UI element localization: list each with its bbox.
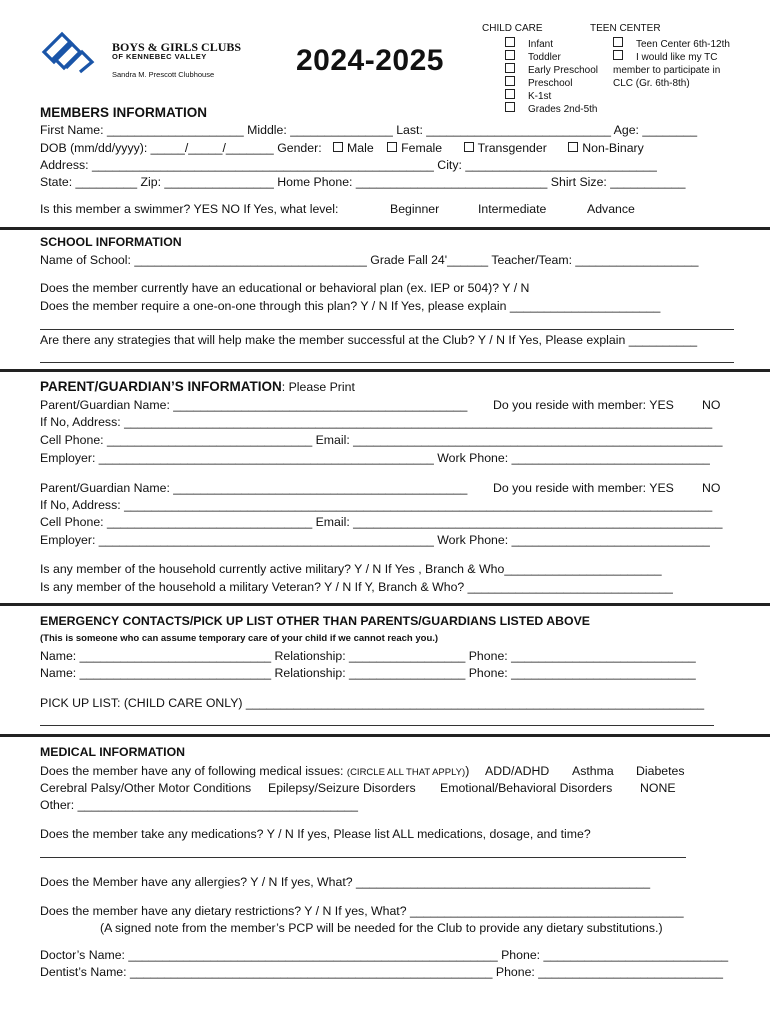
school-section-title: SCHOOL INFORMATION xyxy=(40,235,182,249)
parent1-cell-line[interactable]: Cell Phone: ______________________________ Email: ______________________________________________________ xyxy=(40,433,723,447)
veteran-question[interactable]: Is any member of the household a military Veteran? Y / N If Y, Branch & Who? ______________________________ xyxy=(40,580,673,594)
checkbox[interactable] xyxy=(505,76,515,86)
child-care-option-early-preschool[interactable]: Early Preschool xyxy=(505,63,598,76)
issue-none[interactable]: NONE xyxy=(640,781,676,795)
checkbox[interactable] xyxy=(333,142,343,152)
gender-non-binary[interactable]: Non-Binary xyxy=(568,141,644,155)
teen-center-title: TEEN CENTER xyxy=(590,23,661,34)
member-name-line[interactable]: First Name: ____________________ Middle: _______________ Last: ___________________________ Age: ________ xyxy=(40,123,698,137)
boys-girls-clubs-logo xyxy=(40,28,112,74)
parent1-name-line[interactable]: Parent/Guardian Name: ___________________________________________ xyxy=(40,398,468,412)
one-on-one-question[interactable]: Does the member require a one-on-one through this plan? Y / N If Yes, please explain ______________________ xyxy=(40,299,661,313)
member-dob-gender-line xyxy=(40,141,644,155)
swimmer-question: Is this member a swimmer? YES NO If Yes, what level: xyxy=(40,202,339,216)
checkbox[interactable] xyxy=(505,63,515,73)
checkbox[interactable] xyxy=(613,50,623,60)
issue-emotional-behavioral[interactable]: Emotional/Behavioral Disorders xyxy=(440,781,613,795)
parent2-cell-line[interactable]: Cell Phone: ______________________________ Email: ______________________________________________________ xyxy=(40,515,723,529)
school-name-line[interactable]: Name of School: __________________________________ Grade Fall 24'______ Teacher/Team: __________________ xyxy=(40,253,699,267)
clubhouse-name: Sandra M. Prescott Clubhouse xyxy=(112,70,215,79)
medications-question[interactable]: Does the member take any medications? Y / N If yes, Please list ALL medications, dosage, and time? xyxy=(40,827,591,841)
issue-add-adhd[interactable]: ADD/ADHD xyxy=(485,764,550,778)
issue-asthma[interactable]: Asthma xyxy=(572,764,614,778)
parent-section-title: PARENT/GUARDIAN’S INFORMATION: Please Print xyxy=(40,379,355,394)
child-care-title: CHILD CARE xyxy=(482,23,543,34)
blank-line[interactable] xyxy=(40,725,714,726)
blank-line[interactable] xyxy=(40,362,734,363)
emergency-contact-1[interactable]: Name: ____________________________ Relationship: _________________ Phone: ___________________________ xyxy=(40,649,696,663)
checkbox[interactable] xyxy=(464,142,474,152)
pickup-list-line[interactable]: PICK UP LIST: (CHILD CARE ONLY) ___________________________________________________________________ xyxy=(40,696,705,710)
child-care-option-k1[interactable]: K-1st xyxy=(505,89,551,102)
checkbox[interactable] xyxy=(505,102,515,112)
section-divider xyxy=(0,227,770,230)
child-care-option-toddler[interactable]: Toddler xyxy=(505,50,561,63)
member-state-line[interactable]: State: _________ Zip: ________________ Home Phone: ____________________________ Shirt Size: ___________ xyxy=(40,175,686,189)
medical-issues-question: Does the member have any of following medical issues: (CIRCLE ALL THAT APPLY)) xyxy=(40,764,470,778)
program-year: 2024-2025 xyxy=(296,44,444,77)
gender-female[interactable]: Female xyxy=(387,141,442,155)
checkbox[interactable] xyxy=(505,37,515,47)
teen-option-clc[interactable]: I would like my TC member to participate in CLC (Gr. 6th-8th) xyxy=(613,52,721,89)
issue-cerebral-palsy[interactable]: Cerebral Palsy/Other Motor Conditions xyxy=(40,781,252,795)
swim-level-beginner[interactable]: Beginner xyxy=(390,202,440,216)
members-section-title: MEMBERS INFORMATION xyxy=(40,105,207,120)
member-address-line[interactable]: Address: __________________________________________________ City: ____________________________ xyxy=(40,158,657,172)
medical-section-title: MEDICAL INFORMATION xyxy=(40,745,186,759)
dietary-note: (A signed note from the member’s PCP will be needed for the Club to provide any dietary substitutions.) xyxy=(100,921,663,935)
gender-transgender[interactable]: Transgender xyxy=(464,141,547,155)
emergency-section-title: EMERGENCY CONTACTS/PICK UP LIST OTHER THAN PARENTS/GUARDIANS LISTED ABOVE xyxy=(40,614,590,628)
section-divider xyxy=(0,603,770,606)
parent2-reside-no[interactable]: NO xyxy=(702,481,721,495)
org-name: BOYS & GIRLS CLUBS xyxy=(112,40,242,54)
parent2-reside-question[interactable]: Do you reside with member: YES xyxy=(493,481,674,495)
parent2-address-line[interactable]: If No, Address: ______________________________________________________________________________________ xyxy=(40,498,713,512)
swim-level-intermediate[interactable]: Intermediate xyxy=(478,202,547,216)
doctor-line[interactable]: Doctor’s Name: ______________________________________________________ Phone: ___________________________ xyxy=(40,948,729,962)
iep-question[interactable]: Does the member currently have an educational or behavioral plan (ex. IEP or 504)? Y / N xyxy=(40,281,530,295)
allergies-question[interactable]: Does the Member have any allergies? Y / N If yes, What? ___________________________________________ xyxy=(40,875,651,889)
other-issues-line[interactable]: Other: _________________________________________ xyxy=(40,798,358,812)
issue-epilepsy[interactable]: Epilepsy/Seizure Disorders xyxy=(268,781,416,795)
strategies-question[interactable]: Are there any strategies that will help make the member successful at the Club? Y / N If Yes, Please explain __________ xyxy=(40,333,698,347)
issue-diabetes[interactable]: Diabetes xyxy=(636,764,685,778)
org-subname: OF KENNEBEC VALLEY xyxy=(112,52,207,61)
parent1-reside-no[interactable]: NO xyxy=(702,398,721,412)
child-care-option-infant[interactable]: Infant xyxy=(505,37,553,50)
checkbox[interactable] xyxy=(505,89,515,99)
blank-line[interactable] xyxy=(40,329,734,330)
parent2-employer-line[interactable]: Employer: _________________________________________________ Work Phone: _____________________________ xyxy=(40,533,710,547)
parent1-reside-question[interactable]: Do you reside with member: YES xyxy=(493,398,674,412)
checkbox[interactable] xyxy=(505,50,515,60)
parent1-employer-line[interactable]: Employer: _________________________________________________ Work Phone: _____________________________ xyxy=(40,451,710,465)
swim-level-advance[interactable]: Advance xyxy=(587,202,635,216)
child-care-option-grades-2-5[interactable]: Grades 2nd-5th xyxy=(505,102,598,115)
dentist-line[interactable]: Dentist’s Name: _____________________________________________________ Phone: ___________________________ xyxy=(40,965,723,979)
checkbox[interactable] xyxy=(568,142,578,152)
dietary-question[interactable]: Does the member have any dietary restrictions? Y / N If yes, What? ________________________________________ xyxy=(40,904,684,918)
blank-line[interactable] xyxy=(40,857,686,858)
gender-male[interactable]: Male xyxy=(333,141,374,155)
checkbox[interactable] xyxy=(613,37,623,47)
dob-field[interactable]: DOB (mm/dd/yyyy): _____/_____/_______ Gender: xyxy=(40,141,322,155)
section-divider xyxy=(0,369,770,372)
emergency-contact-2[interactable]: Name: ____________________________ Relationship: _________________ Phone: ___________________________ xyxy=(40,666,696,680)
checkbox[interactable] xyxy=(387,142,397,152)
military-question[interactable]: Is any member of the household currently active military? Y / N If Yes , Branch & Who_______________________ xyxy=(40,562,662,576)
parent1-address-line[interactable]: If No, Address: ______________________________________________________________________________________ xyxy=(40,415,713,429)
teen-option-teen-center[interactable]: Teen Center 6th-12th xyxy=(613,37,730,50)
emergency-note: (This is someone who can assume temporary care of your child if we cannot reach you.) xyxy=(40,633,439,644)
child-care-option-preschool[interactable]: Preschool xyxy=(505,76,572,89)
parent2-name-line[interactable]: Parent/Guardian Name: ___________________________________________ xyxy=(40,481,468,495)
section-divider xyxy=(0,734,770,737)
